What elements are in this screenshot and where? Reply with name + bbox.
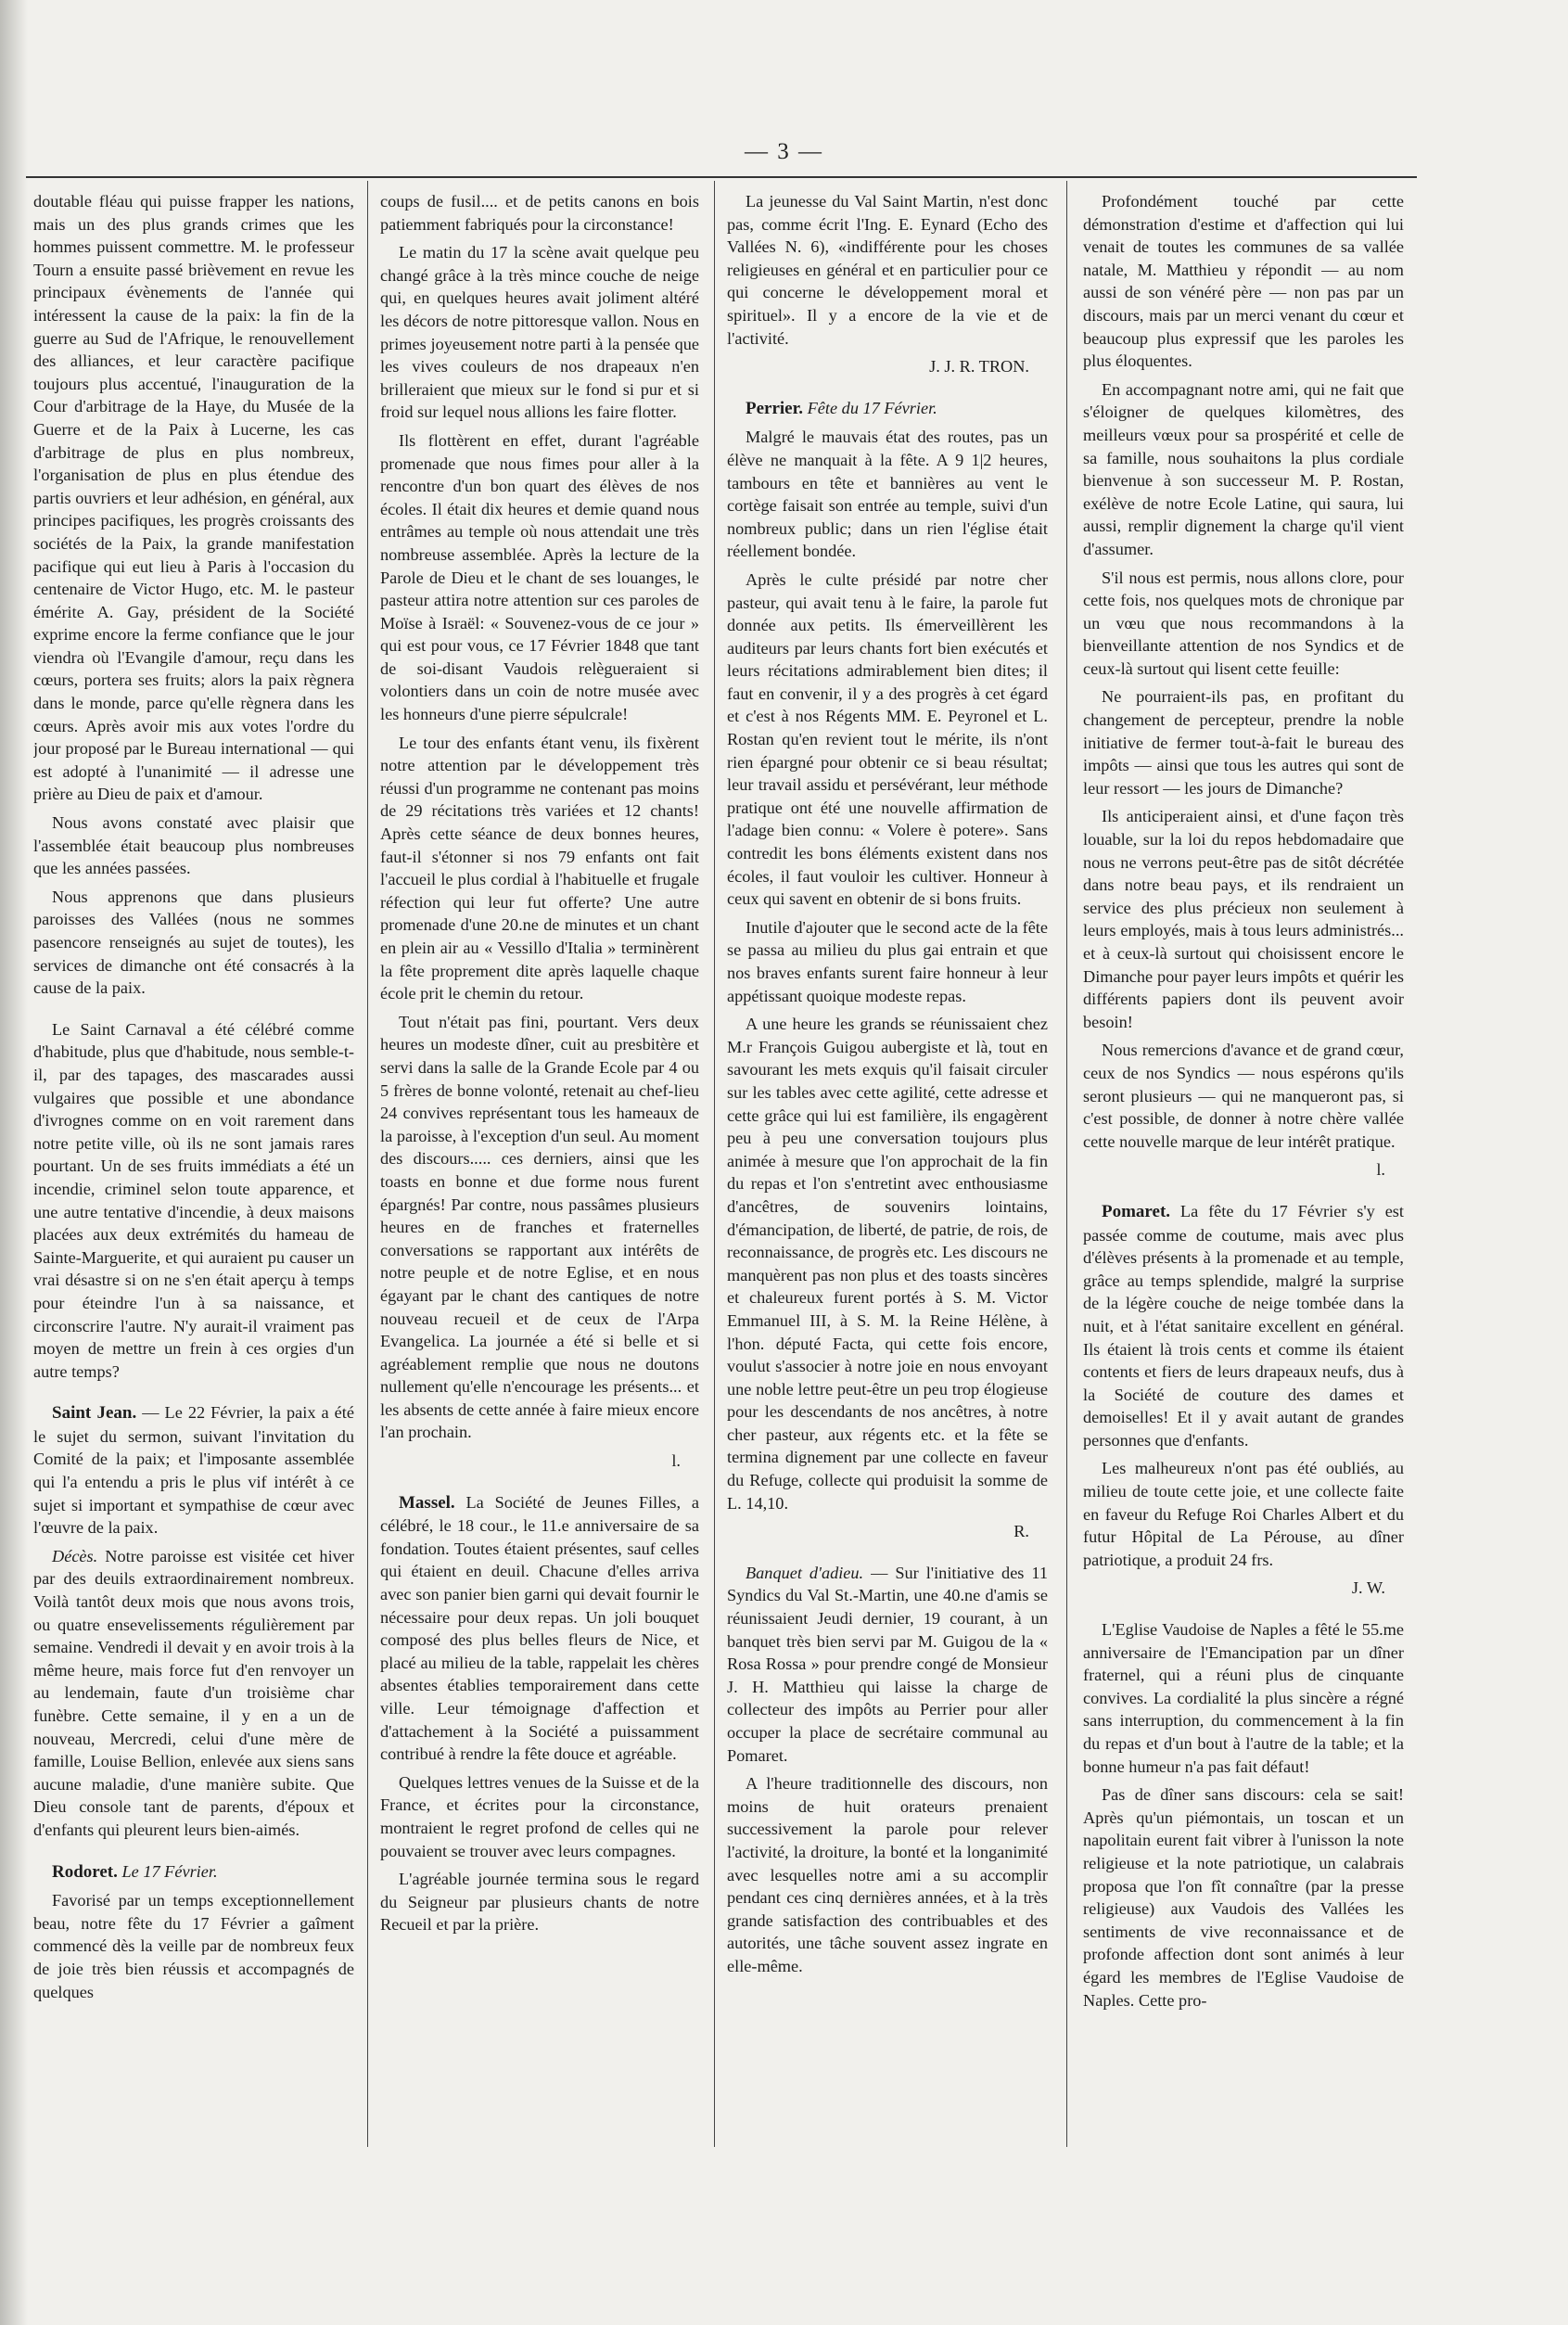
paragraph: S'il nous est permis, nous allons clore, pour cette fois, nos quelques mots de chronique par un vœu que nous recommandons à la bienveillante attention de nos Syndics et de ceux-là surtout qui lisent cette feuille: bbox=[1083, 568, 1404, 678]
article-heading: Rodoret. bbox=[52, 1861, 118, 1882]
signature: l. bbox=[671, 1451, 681, 1471]
article-heading: Massel. bbox=[399, 1492, 455, 1513]
spacer bbox=[1083, 1605, 1404, 1618]
article-banquet bbox=[727, 1562, 1048, 1767]
paragraph: Ils flottèrent en effet, durant l'agréable promenade que nous fimes pour aller à la rencontre d'un bon quart des élèves de nos écoles. Il était dix heures et demie quand nous entrâmes au temple où nous attendait une très nombreuse assemblée. Après la lecture de la Parole de Dieu et le chant de ses louanges, le pasteur attira notre attention sur ces paroles de Moïse à Israël: « Souvenez-vous de ce jour » qui est pour vous, ce 17 Février 1848 que tant de soi-disant Vaudois relègueraient si volontiers dans un coin de notre musée avec les honneurs d'une pierre sépulcrale! bbox=[380, 430, 699, 724]
article-subheading: Décès. bbox=[52, 1546, 98, 1565]
page-number: — 3 — bbox=[745, 139, 823, 164]
paragraph: La jeunesse du Val Saint Martin, n'est donc pas, comme écrit l'Ing. E. Eynard (Echo des Vallées N. 6), «indifférente pour les choses religieuses en général et en particulier pour ce qui concerne le développement moral et spirituel». Il y a encore de la vie et de l'activité. bbox=[727, 192, 1048, 348]
column-3 bbox=[727, 190, 1048, 2147]
paragraph: Nous avons constaté avec plaisir que l'assemblée était beaucoup plus nombreuses que les années passées. bbox=[33, 813, 354, 878]
paragraph: Profondément touché par cette démonstration d'estime et d'affection qui lui venait de toutes les communes de sa vallée natale, M. Matthieu y répondit — au nom aussi de son vénéré père — non pas par un discours, mais par un merci venant du cœur et beaucoup plus expressif que les paroles les plus éloquentes. bbox=[1083, 192, 1404, 371]
article-rodoret bbox=[33, 1860, 354, 1884]
article-subheading: Le 17 Février. bbox=[121, 1861, 218, 1881]
spacer bbox=[1083, 1187, 1404, 1200]
article-heading: Pomaret. bbox=[1102, 1201, 1171, 1221]
column-divider bbox=[367, 181, 368, 2147]
paragraph: Nous remercions d'avance et de grand cœur, ceux de nos Syndics — nous espérons qu'ils seront plusieurs — qui ne manqueront pas, si c'est possible, de donner à notre chère vallée cette nouvelle marque de leur intérêt pratique. bbox=[1083, 1041, 1404, 1151]
article-heading: Perrier. bbox=[746, 398, 804, 418]
signature: J. W. bbox=[1351, 1578, 1385, 1598]
paragraph: Le Saint Carnaval a été célébré comme d'habitude, plus que d'habitude, nous semble-t-il, par des tapages, des mascarades aussi vulgaires que possible et une abondance d'ivrognes comme on en voit rarement dans notre petite ville, où ils ne sont jamais rares pourtant. Un de ses fruits immédiats a été un incendie, criminel selon toute apparence, et une autre tentative d'incendie, à deux maisons placées aux deux extrémités du hameau de Sainte-Marguerite, et qui auraient pu causer un vrai désastre si on ne s'en était aperçu à temps pour éteindre l'un à sa naissance, et circonscrire l'autre. N'y aurait-il vraiment pas moyen de mettre un frein à ces orgies d'un autre temps? bbox=[33, 1019, 354, 1381]
paragraph: Malgré le mauvais état des routes, pas un élève ne manquait à la fête. A 9 1|2 heures, tambours en tête et bannières au vent le cortège faisait son entrée au temple, suivi d'un nombreux public; dans un rien l'église était réellement bondée. bbox=[727, 428, 1048, 561]
article-perrier bbox=[727, 397, 1048, 421]
paragraph: L'agréable journée termina sous le regard du Seigneur par plusieurs chants de notre Recueil et par la prière. bbox=[380, 1870, 699, 1935]
signature: J. J. R. TRON. bbox=[929, 357, 1029, 377]
article-saint-jean bbox=[33, 1401, 354, 1539]
article-text: Notre paroisse est visitée cet hiver par des deuils extraordinairement nombreux. Voilà tantôt deux mois que nous avons trois, ou quatre ensevelissements régulièrement par semaine. Vendredi il devait y en avoir trois à la même heure, mais force fut d'en renvoyer un au lendemain, faute d'un troisième char funèbre. Cette semaine, il y en a un de nouveau, Mercredi, celui d'une mère de famille, Louise Bellion, enlevée aux siens sans aucune maladie, d'une manière subite. Que Dieu console tant de parents, d'époux et d'enfants qui pleurent leurs bien-aimés. bbox=[33, 1546, 354, 1839]
signature: l. bbox=[1376, 1160, 1385, 1180]
spacer bbox=[33, 1388, 354, 1401]
article-subheading: Banquet d'adieu. bbox=[746, 1563, 864, 1582]
paragraph: coups de fusil.... et de petits canons en bois patiemment fabriqués pour la circonstance! bbox=[380, 192, 699, 234]
signature: R. bbox=[1013, 1522, 1029, 1541]
paragraph: Favorisé par un temps exceptionnellement beau, notre fête du 17 Février a gaîment commencé dès la veille par de nombreux feux de joie très bien réussis et accompagnés de quelques bbox=[33, 1891, 354, 2001]
paragraph: Inutile d'ajouter que le second acte de la fête se passa au milieu du plus gai entrain et que nos braves enfants surent faire honneur à leur appétissant quoique modeste repas. bbox=[727, 917, 1048, 1005]
paragraph: Pas de dîner sans discours: cela se sait! Après qu'un piémontais, un toscan et un napolitain eurent fait vibrer à l'unisson la note religieuse et la note patriotique, un calabrais proposa que l'on fît connaître (par la presse religieuse) aux Vaudois des Vallées les sentiments de vive reconnaissance et de profonde affection dont sont animés à leur égard les membres de l'Eglise Vaudoise de Naples. Cette pro- bbox=[1083, 1785, 1404, 2010]
article-subheading: Fête du 17 Février. bbox=[807, 398, 937, 417]
article-deces bbox=[33, 1545, 354, 1842]
paragraph: Quelques lettres venues de la Suisse et de la France, et écrites pour la circonstance, montraient le regret profond de celles qui ne pouvaient se trouver avec leurs compagnes. bbox=[380, 1772, 699, 1860]
article-heading: Saint Jean. bbox=[52, 1403, 137, 1424]
spacer bbox=[727, 384, 1048, 397]
spacer bbox=[380, 1478, 699, 1491]
article-pomaret bbox=[1083, 1200, 1404, 1452]
article-text: La fête du 17 Février s'y est passée comme de coutume, mais avec plus d'élèves présents à la promenade et au temple, grâce au temps splendide, malgré la surprise de la légère couche de neige tombée dans la nuit, et à l'état sanitaire excellent en général. Ils étaient là trois cents et comme ils étaient contents et fiers de leurs drapeaux neufs, dus à la Société de couture des dames et demoiselles! Et il y avait autant de grandes personnes que d'enfants. bbox=[1083, 1201, 1404, 1450]
article-massel bbox=[380, 1491, 699, 1766]
column-divider bbox=[1066, 181, 1067, 2147]
page-edge-shadow bbox=[0, 0, 28, 2325]
column-1 bbox=[33, 190, 354, 2147]
paragraph: Le tour des enfants étant venu, ils fixèrent notre attention par le développement très réussi d'un programme ne contenant pas moins de 29 récitations très variées et 12 chants! Après cette séance de deux bonnes heures, faut-il s'étonner si nos 79 enfants ont fait l'accueil le plus cordial à l'habituelle et frugale réfection qui leur fut offerte? Une autre promenade d'une 20.ne de minutes et un chant en plein air au « Vessillo d'Italia » terminèrent la fête proprement dite après laquelle chaque école prit le chemin du retour. bbox=[380, 733, 699, 1003]
paragraph: Ils anticiperaient ainsi, et d'une façon très louable, sur la loi du repos hebdomadaire que nous ne verrons peut-être pas de sitôt décrétée dans notre beau pays, et ils rendraient un service des plus précieux non seulement à leurs employés, mais à tous leurs administrés... et à ceux-là surtout qui choisissent encore le Dimanche pour payer leurs impôts et quérir les différents papiers dont ils peuvent avoir besoin! bbox=[1083, 807, 1404, 1031]
header-rule bbox=[26, 176, 1417, 178]
column-4 bbox=[1083, 190, 1404, 2147]
article-naples: L'Eglise Vaudoise de Naples a fêté le 55.me anniversaire de l'Emancipation par un dîner fraternel, qui a réuni plus de cinquante convives. La cordialité la plus sincère a régné sans interruption, du commencement à la fin du repas et d'un bout à l'autre de la table; et la bonne humeur n'a pas fait défaut! bbox=[1083, 1620, 1404, 1776]
article-text: La Société de Jeunes Filles, a célébré, le 18 cour., le 11.e anniversaire de sa fondation. Toutes étaient présentes, sauf celles qui étaient en deuil. Chacune d'elles arriva avec son panier bien garni qui devait fournir le nécessaire pour deux repas. Un joli bouquet composé des plus belles fleurs de Nice, et placé au milieu de la table, rappelait les chères absentes établies temporairement dans cette ville. Leur témoignage d'affection et d'attachement à la Société a puissamment contribué à rendre la fête douce et agréable. bbox=[380, 1492, 699, 1764]
article-text: — Le 22 Février, la paix a été le sujet du sermon, suivant l'invitation du Comité de la paix; et l'imposante assemblée qui l'a entendu a pris le plus vif intérêt à ce sujet si important et sympathise de cœur avec l'œuvre de la paix. bbox=[33, 1403, 354, 1538]
paragraph: Après le culte présidé par notre cher pasteur, qui avait tenu à le faire, la parole fut donnée aux petits. Ils émerveillèrent les auditeurs par leurs chants fort bien exécutés et leurs récitations admirablement bien dites; il faut en convenir, il y a des progrès à cet égard et c'est à nos Régents MM. E. Peyronel et L. Rostan qu'en revient tout le mérite, ils n'ont rien épargné pour obtenir ce si beau résultat; leur travail assidu et persévérant, leur méthode pratique ont été une nouvelle affirmation de l'adage bien connu: « Volere è potere». Sans contredit les bons éléments existent dans nos écoles, il faut vouloir les cultiver. Honneur à ceux qui savent en obtenir de si bons fruits. bbox=[727, 569, 1048, 909]
paragraph: En accompagnant notre ami, qui ne fait que s'éloigner de quelques kilomètres, des meilleurs vœux pour sa prospérité et celle de sa famille, nous souhaitons la plus cordiale bienvenue à son successeur M. P. Rostan, exélève de notre Ecole Latine, qui saura, lui aussi, remplir dignement la charge qu'il vient d'assumer. bbox=[1083, 379, 1404, 558]
paragraph: Ne pourraient-ils pas, en profitant du changement de percepteur, prendre la noble initiative de fermer tout-à-fait le bureau des impôts — ainsi que tous les autres qui sont de leur ressort — les jours de Dimanche? bbox=[1083, 687, 1404, 798]
spacer bbox=[33, 1005, 354, 1018]
paragraph: Le matin du 17 la scène avait quelque peu changé grâce à la très mince couche de neige qui, en quelques heures avait joliment altéré les décors de notre pittoresque vallon. Nous en primes joyeusement notre parti à la pensée que les vives couleurs de nos drapeaux n'en brilleraient que mieux sur le fond si pur et si froid sur lequel nous allions les faire flotter. bbox=[380, 243, 699, 422]
article-text: — Sur l'initiative des 11 Syndics du Val St.-Martin, une 40.ne d'amis se réunissaient Jeudi dernier, 19 courant, à un banquet très bien servi par M. Guigou de la « Rosa Rossa » pour prendre congé de Monsieur J. H. Matthieu qui laisse la charge de collecteur des impôts au Perrier pour aller occuper la place de secrétaire communal au Pomaret. bbox=[727, 1563, 1048, 1765]
paragraph: doutable fléau qui puisse frapper les nations, mais un des plus grands crimes que les hommes puissent commettre. M. le professeur Tourn a ensuite passé brièvement en revue les principaux évènements de l'année qui intéressent la cause de la paix: la fin de la guerre au Sud de l'Afrique, le renouvellement des alliances, et leur caractère pacifique toujours plus accentué, l'inauguration de la Cour d'arbitrage de la Haye, du Musée de la Guerre et de la Paix à Lucerne, les cas d'arbitrage de plus en plus nombreux, l'organisation de plus en plus étendue des partis ouvriers et leur adhésion, en général, aux principes pacifiques, les progrès croissants des sociétés de la Paix, la grande manifestation pacifique qui eut lieu à Paris à l'occasion du centenaire de Victor Hugo, etc. M. le pasteur émérite A. Gay, président de la Société exprime encore la ferme confiance que le jour viendra où l'Evangile d'amour, reçu dans les cœurs, portera ses fruits; alors la paix règnera dans le monde, parce qu'elle règnera dans les cœurs. Après avoir mis aux votes l'ordre du jour proposé par le Bureau international — qui est adopté à l'unanimité — il adresse une prière au Dieu de paix et d'amour. bbox=[33, 192, 354, 804]
spacer bbox=[33, 1847, 354, 1860]
column-divider bbox=[714, 181, 715, 2147]
paragraph: A une heure les grands se réunissaient chez M.r François Guigou aubergiste et là, tout en savourant les mets exquis qu'il faisait circuler sur les tables avec cette agilité, cette adresse et cette grâce qui lui est familière, ils engagèrent peu à peu une conversation toujours plus animée à mesure que l'on approchait de la fin du repas et l'on s'entretint avec enthousiasme d'ancêtres, de souvenirs lointains, d'émancipation, de liberté, de patrie, de rois, de reconnaissance, de progrès etc. Les discours ne manquèrent pas non plus et des toasts sincères et chaleureux furent portés à S. M. Victor Emmanuel III, à S. M. la Reine Hélène, à l'hon. député Facta, qui cette fois encore, voulut s'associer à notre joie en nous envoyant une noble lettre peut-être un peu trop élogieuse pour les descendants de nos ancêtres, à notre cher pasteur, aux régents etc. et la fête se termina dignement par une collecte en faveur du Refuge, collecte qui produisit la somme de L. 14,10. bbox=[727, 1015, 1048, 1513]
spacer bbox=[727, 1549, 1048, 1562]
paragraph: Nous apprenons que dans plusieurs paroisses des Vallées (nous ne sommes pasencore renseignés au sujet de toutes), les services de dimanche ont été consacrés à la cause de la paix. bbox=[33, 887, 354, 998]
paragraph: Les malheureux n'ont pas été oubliés, au milieu de toute cette joie, et une collecte faite en faveur du Refuge Roi Charles Albert et du futur Hôpital de La Pérouse, au dîner patriotique, a produit 24 frs. bbox=[1083, 1459, 1404, 1569]
column-2 bbox=[380, 190, 699, 2147]
paragraph: Tout n'était pas fini, pourtant. Vers deux heures un modeste dîner, cuit au presbitère et servi dans la salle de la Grande Ecole par 4 ou 5 frères de bonne volonté, retenait au chef-lieu 24 convives représentant tous les hameaux de la paroisse, à l'exception d'un seul. Au moment des discours..... ces derniers, ainsi que les toasts en bonne et due forme nous furent épargnés! Par contre, nous passâmes plusieurs heures en de franches et fraternelles conversations se rapportant aux intérêts de notre peuple et de notre Eglise, et en nous égayant par le chant des cantiques de notre nouveau recueil et de ceux de l'Arpa Evangelica. La journée a été si belle et si agréablement remplie que nous ne doutons nullement qu'elle n'encourage les présents... et les absents de cette année à faire mieux encore l'an prochain. bbox=[380, 1012, 699, 1442]
paragraph: A l'heure traditionnelle des discours, non moins de huit orateurs prenaient successivement la parole pour relever l'activité, la droiture, la bonté et la longanimité avec lesquelles notre ami a su accomplir pendant ces cinq dernières années, et à la très grande satisfaction des contribuables et des autorités, une tâche souvent assez ingrate en elle-même. bbox=[727, 1774, 1048, 1975]
